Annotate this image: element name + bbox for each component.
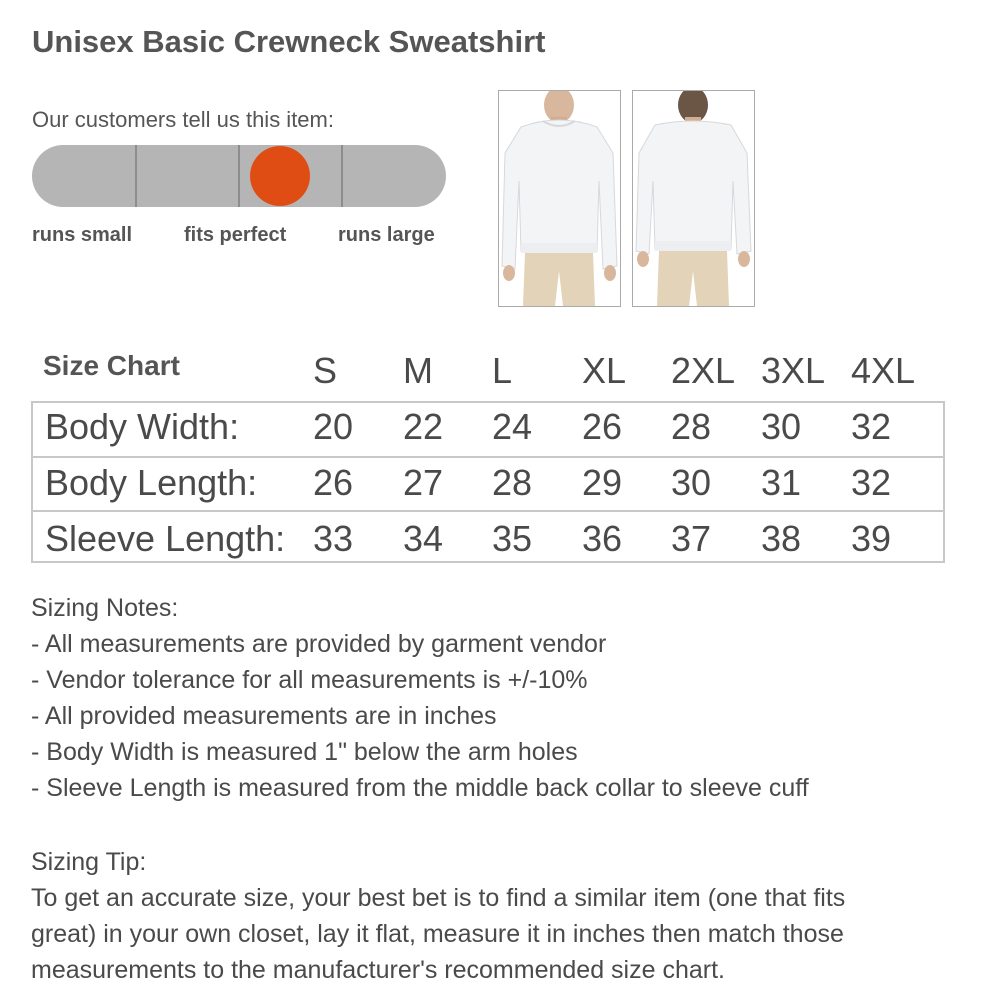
fit-tick [238,145,240,207]
sizing-tip-line: measurements to the manufacturer's recommended size chart. [31,956,725,984]
size-header-l: L [492,350,513,391]
fit-indicator-dot [250,146,310,206]
table-cell: 36 [582,518,623,559]
table-cell: 32 [851,462,892,503]
table-cell: 28 [671,406,712,447]
row-divider [33,510,943,512]
sizing-note-item: - All measurements are provided by garment vendor [31,630,607,658]
fit-label-runs-small: runs small [32,224,133,246]
table-cell: 26 [582,406,623,447]
table-cell: 26 [313,462,354,503]
table-cell: 34 [403,518,444,559]
table-cell: 29 [582,462,623,503]
table-cell: 39 [851,518,892,559]
row-label-body-length: Body Length: [45,462,258,503]
sizing-notes [31,590,809,806]
fit-meter [32,145,446,207]
sweatshirt-front-photo [498,90,621,307]
sizing-notes-heading: Sizing Notes: [31,594,179,622]
table-cell: 28 [492,462,533,503]
row-label-sleeve-length: Sleeve Length: [45,518,286,559]
table-cell: 37 [671,518,712,559]
row-label-body-width: Body Width: [45,406,240,447]
size-header-3xl: 3XL [761,350,826,391]
table-cell: 35 [492,518,533,559]
table-cell: 33 [313,518,354,559]
sizing-tip-line: To get an accurate size, your best bet is to find a similar item (one that fits [31,884,846,912]
sizing-note-item: - Body Width is measured 1" below the arm holes [31,738,578,766]
fit-label-fits-perfect: fits perfect [184,224,287,246]
sweatshirt-back-photo [632,90,755,307]
size-header-2xl: 2XL [671,350,736,391]
product-title: Unisex Basic Crewneck Sweatshirt [32,24,546,59]
sizing-note-item: - Vendor tolerance for all measurements is +/-10% [31,666,588,694]
sizing-note-item: - Sleeve Length is measured from the middle back collar to sleeve cuff [31,774,809,802]
table-cell: 31 [761,462,802,503]
sizing-tip-heading: Sizing Tip: [31,848,147,876]
size-header-xl: XL [582,350,627,391]
size-header-4xl: 4XL [851,350,916,391]
table-cell: 32 [851,406,892,447]
size-chart-heading: Size Chart [43,350,180,381]
table-cell: 38 [761,518,802,559]
table-cell: 20 [313,406,354,447]
sizing-note-item: - All provided measurements are in inches [31,702,497,730]
row-divider [33,456,943,458]
table-cell: 24 [492,406,533,447]
table-cell: 22 [403,406,444,447]
table-cell: 30 [761,406,802,447]
fit-tick [135,145,137,207]
size-header-s: S [313,350,338,391]
fit-caption: Our customers tell us this item: [32,107,334,132]
fit-label-runs-large: runs large [338,224,435,246]
fit-tick [341,145,343,207]
sizing-tip [31,844,981,988]
table-cell: 30 [671,462,712,503]
size-header-m: M [403,350,433,391]
table-cell: 27 [403,462,444,503]
sizing-tip-line: great) in your own closet, lay it flat, measure it in inches then match those [31,920,844,948]
